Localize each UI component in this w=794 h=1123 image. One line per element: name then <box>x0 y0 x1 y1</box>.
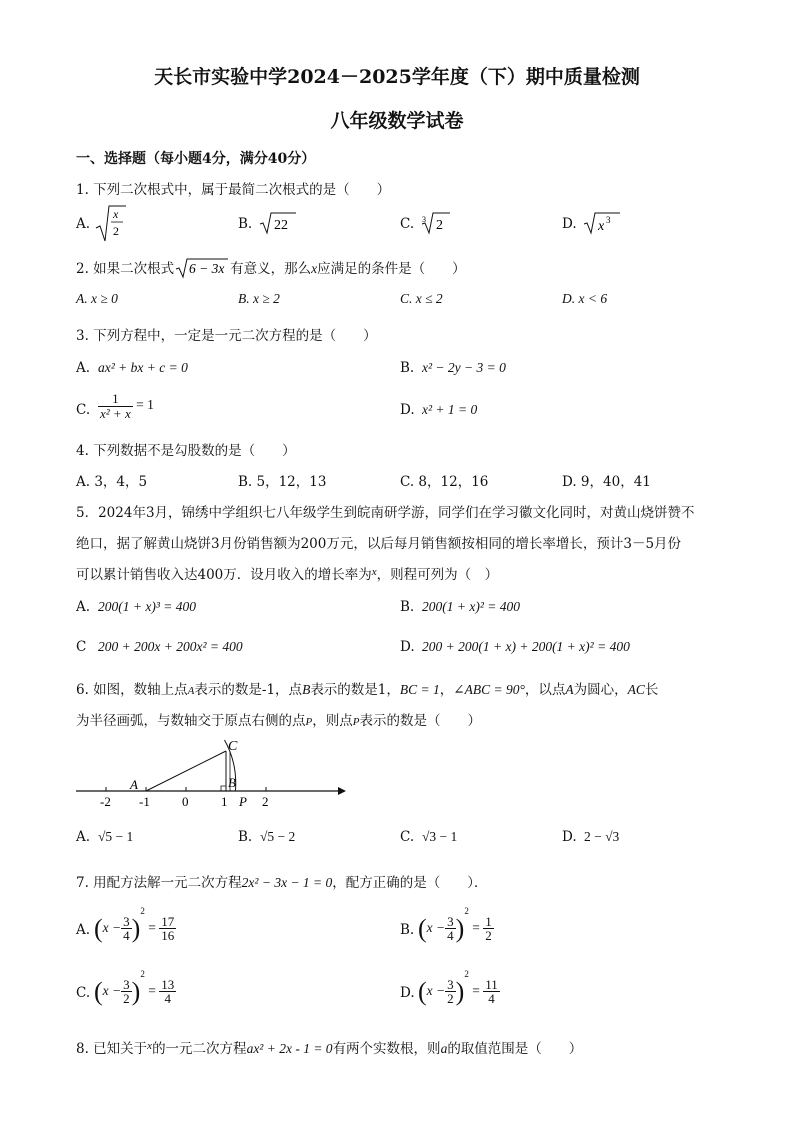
x-minus: x − <box>102 983 122 998</box>
right-angle-mark <box>221 786 226 791</box>
option-a: A. <box>76 599 91 615</box>
question-6-line2 <box>76 709 481 729</box>
q8-equation: ax² + 2x - 1 = 0 <box>246 1041 333 1056</box>
exam-subtitle: 八年级数学试卷 <box>330 110 464 132</box>
option-a-expr: √5 − 1 <box>98 829 134 844</box>
stem-part: ，则程可列为（ ） <box>376 567 499 583</box>
bc-eq: BC = 1 <box>399 682 440 697</box>
rhs-den: 4 <box>164 991 171 1007</box>
stem-part: 有两个实数根，则 <box>332 1041 441 1057</box>
stem-part: ，配方正确的是（ ）． <box>332 875 488 891</box>
option-d: D. <box>562 216 577 232</box>
var-x: x <box>371 566 377 578</box>
stem-part: 表示的数是-1，点 <box>194 682 303 698</box>
exponent: 2 <box>464 906 469 916</box>
question-4-stem: 4. 下列数据不是勾股数的是（ ） <box>76 443 296 459</box>
question-5-line2: 绝口，据了解黄山烧饼3月份销售额为200万元，以后每月销售额按相同的增长率增长，预计3－5月份 <box>76 536 682 552</box>
frac-num: 1 <box>98 392 133 407</box>
option-b-expr: x² − 2y − 3 = 0 <box>422 360 506 375</box>
stem-part: 2. 如果二次根式 <box>76 261 175 277</box>
number-line-figure <box>70 734 350 810</box>
option-c: C. <box>400 216 415 232</box>
option-d-expr: (x − $\frac{3}{2}$ )$^2$ = $\frac{11}{4}$ <box>418 969 498 1007</box>
frac-num: 3 <box>447 976 454 992</box>
frac-num: 3 <box>447 913 454 929</box>
rhs: = 1 <box>136 397 154 413</box>
stem-part: ，以点 <box>524 682 566 698</box>
option-b: B. <box>238 216 253 232</box>
q1-b-sqrt <box>258 210 298 236</box>
frac-den: 2 <box>447 991 454 1007</box>
question-1-stem: 1. 下列二次根式中，属于最简二次根式的是（ ） <box>76 182 391 198</box>
frac-den: x² + x <box>100 405 131 421</box>
exponent: 2 <box>140 969 145 979</box>
tick-label: -2 <box>100 794 111 809</box>
stem-part: 应满足的条件是（ ） <box>317 261 466 277</box>
rhs-den: 4 <box>488 991 495 1007</box>
option-d: D. <box>400 639 415 655</box>
option-c: C. x ≤ 2 <box>400 291 443 306</box>
question-7-options-row1 <box>76 906 756 954</box>
point-p: P <box>352 716 360 728</box>
option-a: A. x ≥ 0 <box>76 291 118 306</box>
question-1-options <box>76 206 756 236</box>
frac-den: 4 <box>123 928 130 944</box>
stem-part: 为半径画弧，与数轴交于原点右侧的点 <box>76 713 306 729</box>
frac-den: 2 <box>123 991 130 1007</box>
question-5-line3 <box>76 563 498 583</box>
option-b: B. x ≥ 2 <box>238 291 280 306</box>
stem-part: 表示的数是1， <box>310 682 400 698</box>
frac-num: 3 <box>123 976 130 992</box>
stem-part: 有意义，那么 <box>230 261 312 277</box>
q1-a-sqrt-frac <box>94 204 128 244</box>
stem-part: 的取值范围是（ ） <box>447 1041 583 1057</box>
question-3-options-row1 <box>76 360 756 390</box>
segment-ac: AC <box>627 682 645 697</box>
label-b: B <box>228 775 236 790</box>
label-a: A <box>130 777 138 792</box>
rhs-den: 2 <box>485 928 492 944</box>
stem-part: 可以累计销售收入达400万．设月收入的增长率为 <box>76 567 372 583</box>
stem-part: 长 <box>644 682 659 698</box>
section-heading: 一、选择题（每小题4分，满分40分） <box>76 151 316 167</box>
var-a: a <box>440 1041 448 1056</box>
tick-label: -1 <box>139 794 150 809</box>
option-c-expr: (x − $\frac{3}{2}$ )$^2$ = $\frac{13}{4}$ <box>94 969 175 1007</box>
option-c: C <box>76 639 87 655</box>
q2-sqrt <box>174 257 230 279</box>
label-p: P <box>239 794 247 809</box>
rhs-den: 16 <box>161 928 175 944</box>
option-a: A. <box>76 829 91 845</box>
stem-part: 8. 已知关于 <box>76 1041 148 1057</box>
option-a: A. 3，4，5 <box>76 474 148 490</box>
option-c: C. <box>400 829 415 845</box>
option-a-expr: (x − $\frac{3}{4}$ )$^2$ = $\frac{17}{16}$ <box>94 906 175 944</box>
exponent: 2 <box>464 969 469 979</box>
stem-part: 7. 用配方法解一元二次方程 <box>76 875 242 891</box>
question-6-options <box>76 829 756 859</box>
exam-title: 天长市实验中学2024－2025学年度（下）期中质量检测 <box>154 66 640 88</box>
question-3-stem: 3. 下列方程中，一定是一元二次方程的是（ ） <box>76 328 377 344</box>
radicand: 22 <box>274 218 288 233</box>
option-d-expr: x² + 1 = 0 <box>422 402 478 417</box>
question-2-stem <box>76 257 466 279</box>
option-d: D. <box>400 985 415 1001</box>
option-d: D. x < 6 <box>562 291 608 306</box>
option-d-expr: 2 − √3 <box>584 829 620 844</box>
rhs-num: 13 <box>161 976 175 992</box>
frac-den: 2 <box>113 224 119 238</box>
option-b: B. <box>238 829 253 845</box>
option-b: B. <box>400 922 415 938</box>
option-b-expr: √5 − 2 <box>260 829 296 844</box>
x-minus: x − <box>426 983 446 998</box>
frac-num: 3 <box>123 913 130 929</box>
q1-d-sqrt <box>582 210 622 236</box>
frac-den: 4 <box>447 928 454 944</box>
question-6-line1: 6. 如图，数轴上点A表示的数是-1，点B表示的数是1，BC = 1，∠ABC = 90°，以点A为圆心，AC长 <box>76 682 659 698</box>
var-x: x <box>147 1040 153 1052</box>
q1-c-cuberoot <box>420 210 454 236</box>
question-5-options-row1 <box>76 599 756 629</box>
option-d: D. 9，40，41 <box>562 474 651 490</box>
question-3-options-row2 <box>76 392 756 432</box>
option-c: C. <box>76 402 91 418</box>
option-c-expr: 200 + 200x + 200x² = 400 <box>98 639 243 654</box>
frac-num: x <box>113 207 119 221</box>
exponent: 3 <box>606 215 611 225</box>
point-a: A <box>187 685 195 697</box>
question-4-options <box>76 470 756 500</box>
option-a: A. <box>76 922 91 938</box>
option-b: B. 5，12，13 <box>238 474 327 490</box>
option-d: D. <box>562 829 577 845</box>
label-c: C <box>228 739 238 754</box>
radicand: 6 − 3x <box>189 261 225 276</box>
option-c-expr <box>98 392 154 420</box>
stem-part: 表示的数是（ ） <box>359 713 481 729</box>
var-x: x <box>311 261 318 276</box>
option-b-expr: (x − $\frac{3}{4}$ )$^2$ = $\frac{1}{2}$ <box>418 906 492 944</box>
x-minus: x − <box>102 920 122 935</box>
angle-eq: ∠ABC = 90° <box>453 682 525 697</box>
option-d-expr: 200 + 200(1 + x) + 200(1 + x)² = 400 <box>422 639 630 654</box>
tick-label: 0 <box>182 794 189 809</box>
x-minus: x − <box>426 920 446 935</box>
question-5-options-row2 <box>76 639 756 669</box>
radicand: x <box>598 219 605 234</box>
option-b: B. <box>400 599 415 615</box>
question-5-line1: 5．2024年3月，锦绣中学组织七八年级学生到皖南研学游，同学们在学习徽文化同时，对黄山烧饼赞不 <box>76 505 695 521</box>
rhs-num: 11 <box>485 976 498 992</box>
question-7-stem <box>76 871 488 891</box>
stem-part: 的一元二次方程 <box>152 1041 247 1057</box>
rhs-num: 1 <box>485 913 492 929</box>
question-8-stem <box>76 1037 582 1057</box>
option-c-expr: √3 − 1 <box>422 829 458 844</box>
option-b-expr: 200(1 + x)² = 400 <box>422 599 521 614</box>
exponent: 2 <box>140 906 145 916</box>
segment-ac <box>146 751 226 791</box>
option-d: D. <box>400 402 415 418</box>
point-b: B <box>302 682 311 697</box>
point-p: P <box>305 716 313 728</box>
option-b: B. <box>400 360 415 376</box>
option-a-expr: 200(1 + x)³ = 400 <box>98 599 197 614</box>
rhs-num: 17 <box>161 913 175 929</box>
option-a-expr: ax² + bx + c = 0 <box>98 360 188 375</box>
radicand: 2 <box>436 218 443 233</box>
question-2-options <box>76 291 756 321</box>
root-index: 3 <box>422 215 426 224</box>
option-c: C. <box>76 985 91 1001</box>
option-a: A. <box>76 216 91 232</box>
option-c: C. 8，12，16 <box>400 474 489 490</box>
point-a: A <box>565 682 574 697</box>
question-7-options-row2 <box>76 969 756 1017</box>
stem-part: 6. 如图，数轴上点 <box>76 682 188 698</box>
stem-part: 为圆心， <box>573 682 628 698</box>
tick-label: 1 <box>221 794 228 809</box>
axis-arrow <box>338 787 346 795</box>
tick-label: 2 <box>262 794 269 809</box>
stem-part: ，则点 <box>312 713 353 729</box>
option-a: A. <box>76 360 91 376</box>
q7-equation: 2x² − 3x − 1 = 0 <box>241 875 333 890</box>
